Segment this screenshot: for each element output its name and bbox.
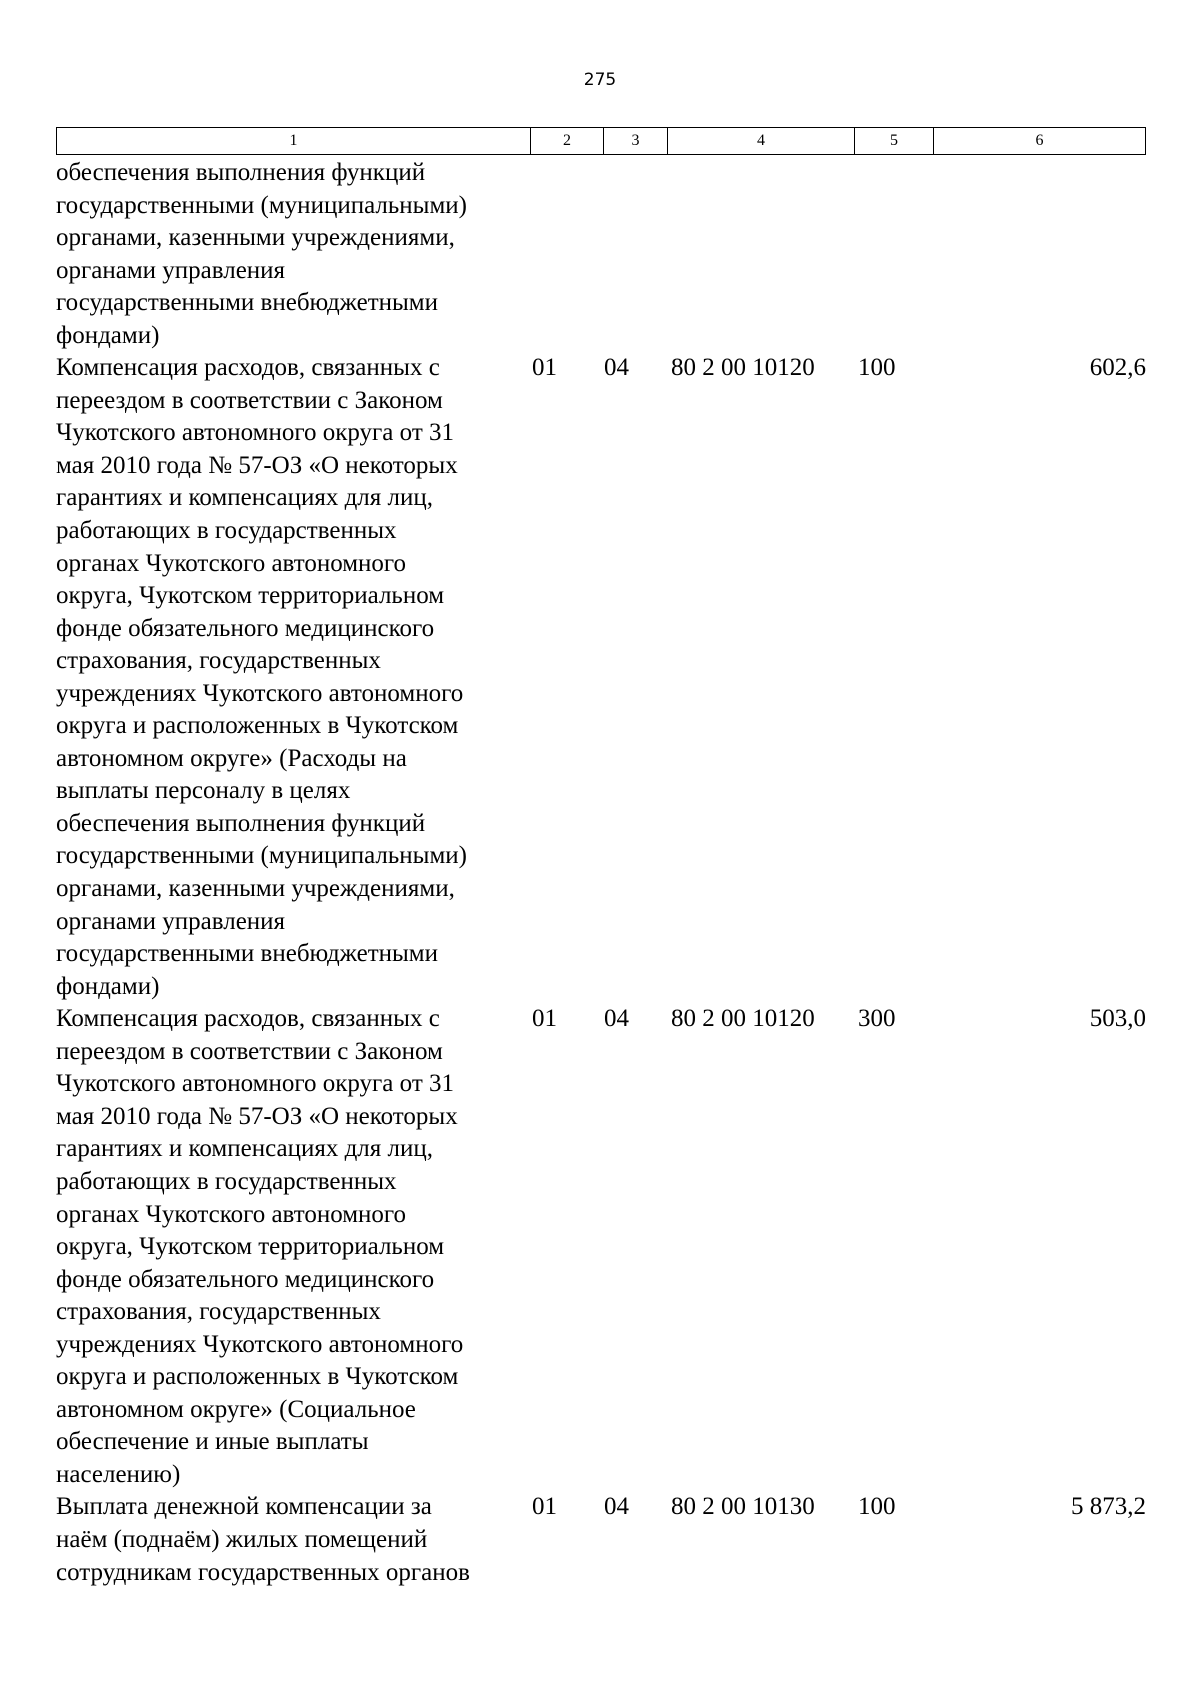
description-line: государственными (муниципальными) bbox=[56, 191, 467, 219]
page-number: 275 bbox=[583, 70, 617, 90]
expense-type-code: 100 bbox=[858, 1493, 896, 1521]
description-line: обеспечения выполнения функций bbox=[56, 159, 426, 186]
description-line: Чукотского автономного округа от 31 bbox=[56, 1070, 454, 1098]
description-line: переездом в соответствии с Законом bbox=[56, 386, 443, 414]
description-line: Компенсация расходов, связанных с bbox=[56, 1005, 440, 1033]
description-line: государственными (муниципальными) bbox=[56, 842, 467, 870]
expense-type-code: 100 bbox=[858, 354, 896, 382]
description-line: округа и расположенных в Чукотском bbox=[56, 712, 459, 740]
description-line: учреждениях Чукотского автономного bbox=[56, 679, 464, 707]
description-line: фонде обязательного медицинского bbox=[56, 614, 435, 642]
description-line: мая 2010 года № 57-ОЗ «О некоторых bbox=[56, 451, 458, 479]
description-line: округа, Чукотском территориальном bbox=[56, 582, 445, 610]
description-line: органами, казенными учреждениями, bbox=[56, 224, 455, 252]
description-line: фондами) bbox=[56, 321, 160, 349]
table-header bbox=[56, 127, 1146, 155]
section-code: 01 bbox=[532, 354, 557, 382]
expense-type-code: 300 bbox=[858, 1005, 896, 1033]
row-description bbox=[56, 157, 530, 352]
table-row bbox=[56, 1003, 1146, 1491]
description-line: обеспечение и иные выплаты bbox=[56, 1428, 369, 1456]
description-line: страхования, государственных bbox=[56, 1298, 381, 1326]
header-col-3: 3 bbox=[604, 128, 668, 154]
description-line: автономном округе» (Социальное bbox=[56, 1395, 416, 1423]
header-col-1: 1 bbox=[57, 128, 531, 154]
description-line: гарантиях и компенсациях для лиц, bbox=[56, 1135, 434, 1163]
description-line: обеспечения выполнения функций bbox=[56, 809, 426, 837]
description-line: работающих в государственных bbox=[56, 517, 397, 545]
description-line: выплаты персоналу в целях bbox=[56, 777, 351, 805]
description-line: гарантиях и компенсациях для лиц, bbox=[56, 484, 434, 512]
header-col-6: 6 bbox=[1035, 132, 1044, 149]
description-line: фонде обязательного медицинского bbox=[56, 1265, 435, 1293]
amount: 503,0 bbox=[1089, 1005, 1146, 1033]
description-line: органах Чукотского автономного bbox=[56, 1200, 407, 1228]
table-row bbox=[56, 1491, 1146, 1589]
description-line: Компенсация расходов, связанных с bbox=[56, 354, 440, 382]
description-line: Выплата денежной компенсации за bbox=[56, 1493, 432, 1521]
description-line: населению) bbox=[56, 1460, 181, 1488]
row-description bbox=[56, 352, 530, 1003]
description-line: государственными внебюджетными bbox=[56, 289, 439, 317]
row-description bbox=[56, 1491, 530, 1589]
header-col-5: 5 bbox=[855, 128, 934, 154]
header-col-4: 4 bbox=[668, 128, 855, 154]
table-body bbox=[56, 157, 1146, 1589]
description-line: органами управления bbox=[56, 256, 286, 284]
description-line: сотрудникам государственных органов bbox=[56, 1558, 470, 1586]
description-line: учреждениях Чукотского автономного bbox=[56, 1330, 464, 1358]
section-code: 01 bbox=[532, 1005, 557, 1033]
description-line: работающих в государственных bbox=[56, 1167, 397, 1195]
target-article-code: 80 2 00 10120 bbox=[671, 354, 815, 382]
target-article-code: 80 2 00 10120 bbox=[671, 1005, 815, 1033]
description-line: фондами) bbox=[56, 972, 160, 1000]
section-code: 01 bbox=[532, 1493, 557, 1521]
amount: 5 873,2 bbox=[1071, 1493, 1146, 1521]
description-line: органами, казенными учреждениями, bbox=[56, 875, 455, 903]
amount: 602,6 bbox=[1089, 354, 1146, 382]
subsection-code: 04 bbox=[604, 354, 629, 382]
description-line: переездом в соответствии с Законом bbox=[56, 1037, 443, 1065]
row-description bbox=[56, 1003, 530, 1491]
table-row bbox=[56, 157, 1146, 352]
description-line: округа и расположенных в Чукотском bbox=[56, 1363, 459, 1391]
subsection-code: 04 bbox=[604, 1005, 629, 1033]
description-line: страхования, государственных bbox=[56, 647, 381, 675]
description-line: государственными внебюджетными bbox=[56, 940, 439, 968]
header-col-2: 2 bbox=[531, 128, 604, 154]
description-line: мая 2010 года № 57-ОЗ «О некоторых bbox=[56, 1102, 458, 1130]
target-article-code: 80 2 00 10130 bbox=[671, 1493, 815, 1521]
description-line: автономном округе» (Расходы на bbox=[56, 744, 407, 772]
subsection-code: 04 bbox=[604, 1493, 629, 1521]
description-line: Чукотского автономного округа от 31 bbox=[56, 419, 454, 447]
description-line: органах Чукотского автономного bbox=[56, 549, 407, 577]
description-line: наём (поднаём) жилых помещений bbox=[56, 1525, 428, 1553]
description-line: округа, Чукотском территориальном bbox=[56, 1233, 445, 1261]
description-line: органами управления bbox=[56, 907, 286, 935]
table-row bbox=[56, 352, 1146, 1003]
